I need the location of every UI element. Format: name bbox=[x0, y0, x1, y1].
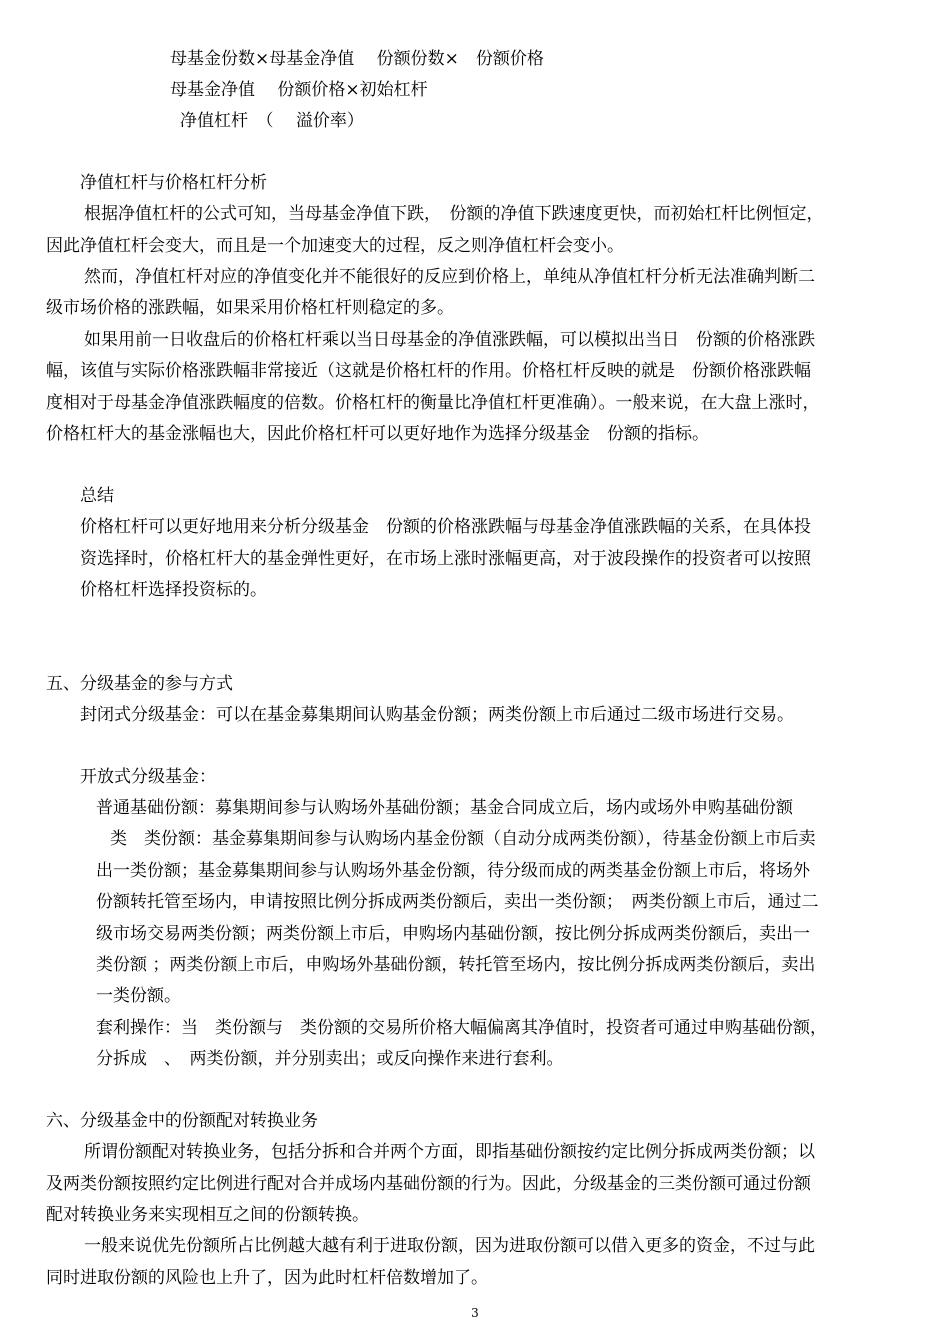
closed-fund-line: 封闭式分级基金：可以在基金募集期间认购基金份额；两类份额上市后通过二级市场进行交易。 bbox=[80, 705, 794, 725]
section6-line-4: 一般来说优先份额所占比例越大越有利于进取份额，因为进取份额可以借入更多的资金，不过与此 bbox=[84, 1236, 815, 1256]
analysis-line-3: 然而，净值杠杆对应的净值变化并不能很好的反应到价格上，单纯从净值杠杆分析无法准确判断二 bbox=[84, 267, 815, 287]
open-fund-line-1: 普通基础份额：募集期间参与认购场外基础份额；基金合同成立后，场内或场外申购基础份额 bbox=[96, 798, 793, 818]
arbitrage-line-1: 套利操作：当 类份额与 类份额的交易所价格大幅偏离其净值时，投资者可通过申购基础份额， bbox=[96, 1018, 827, 1038]
analysis-line-6: 幅，该值与实际价格涨跌幅非常接近（这就是价格杠杆的作用。价格杠杆反映的就是 份额价格涨跌幅 bbox=[46, 361, 811, 381]
formula-line-3: 净值杠杆 （ 溢价率） bbox=[180, 111, 364, 131]
analysis-line-7: 度相对于母基金净值涨跌幅度的倍数。价格杠杆的衡量比净值杠杆更准确）。一般来说，在大盘上涨时， bbox=[46, 393, 820, 413]
section6-line-1: 所谓份额配对转换业务，包括分拆和合并两个方面，即指基础份额按约定比例分拆成两类份额；以 bbox=[84, 1142, 815, 1162]
section6-heading: 六、分级基金中的份额配对转换业务 bbox=[46, 1111, 318, 1131]
open-fund-line-2: 类 类份额：基金募集期间参与认购场内基金份额（自动分成两类份额），待基金份额上市后卖 bbox=[110, 829, 816, 849]
open-fund-line-7: 一类份额。 bbox=[96, 986, 181, 1006]
analysis-line-8: 价格杠杆大的基金涨幅也大，因此价格杠杆可以更好地作为选择分级基金 份额的指标。 bbox=[46, 424, 709, 444]
formula-line-1: 母基金份数×母基金净值 份额份数× 份额价格 bbox=[170, 49, 544, 69]
analysis-line-1: 根据净值杠杆的公式可知，当母基金净值下跌， 份额的净值下跌速度更快，而初始杠杆比例恒定， bbox=[84, 204, 824, 224]
open-fund-line-4: 份额转托管至场内，申请按照比例分拆成两类份额后，卖出一类份额； 两类份额上市后，通过二 bbox=[96, 892, 819, 912]
section6-line-5: 同时进取份额的风险也上升了，因为此时杠杆倍数增加了。 bbox=[46, 1268, 488, 1288]
analysis-line-4: 级市场价格的涨跌幅，如果采用价格杠杆则稳定的多。 bbox=[46, 298, 454, 318]
analysis-line-5: 如果用前一日收盘后的价格杠杆乘以当日母基金的净值涨跌幅，可以模拟出当日 份额的价格涨跌 bbox=[84, 330, 815, 350]
summary-line-1: 价格杠杆可以更好地用来分析分级基金 份额的价格涨跌幅与母基金净值涨跌幅的关系，在具体投 bbox=[80, 517, 811, 537]
page-number: 3 bbox=[471, 1306, 479, 1320]
summary-line-3: 价格杠杆选择投资标的。 bbox=[80, 580, 267, 600]
summary-heading: 总结 bbox=[80, 486, 114, 506]
arbitrage-line-2: 分拆成 、 两类份额，并分别卖出；或反向操作来进行套利。 bbox=[96, 1049, 564, 1069]
section5-heading: 五、分级基金的参与方式 bbox=[46, 674, 233, 694]
summary-line-2: 资选择时，价格杠杆大的基金弹性更好，在市场上涨时涨幅更高，对于波段操作的投资者可以按照 bbox=[80, 549, 811, 569]
open-fund-heading: 开放式分级基金： bbox=[80, 767, 216, 787]
section6-line-3: 配对转换业务来实现相互之间的份额转换。 bbox=[46, 1205, 369, 1225]
formula-line-2: 母基金净值 份额价格×初始杠杆 bbox=[170, 80, 428, 100]
open-fund-line-5: 级市场交易两类份额；两类份额上市后，申购场内基础份额，按比例分拆成两类份额后，卖出一 bbox=[96, 924, 810, 944]
analysis-line-2: 因此净值杠杆会变大，而且是一个加速变大的过程，反之则净值杠杆会变小。 bbox=[46, 236, 624, 256]
open-fund-line-3: 出一类份额；基金募集期间参与认购场外基金份额，待分级而成的两类基金份额上市后，将场外 bbox=[96, 861, 810, 881]
open-fund-line-6: 类份额 ；两类份额上市后，申购场外基础份额，转托管至场内，按比例分拆成两类份额后，卖出 bbox=[96, 955, 816, 975]
analysis-heading: 净值杠杆与价格杠杆分析 bbox=[80, 173, 267, 193]
section6-line-2: 及两类份额按照约定比例进行配对合并成场内基础份额的行为。因此，分级基金的三类份额可通过份额 bbox=[46, 1174, 811, 1194]
